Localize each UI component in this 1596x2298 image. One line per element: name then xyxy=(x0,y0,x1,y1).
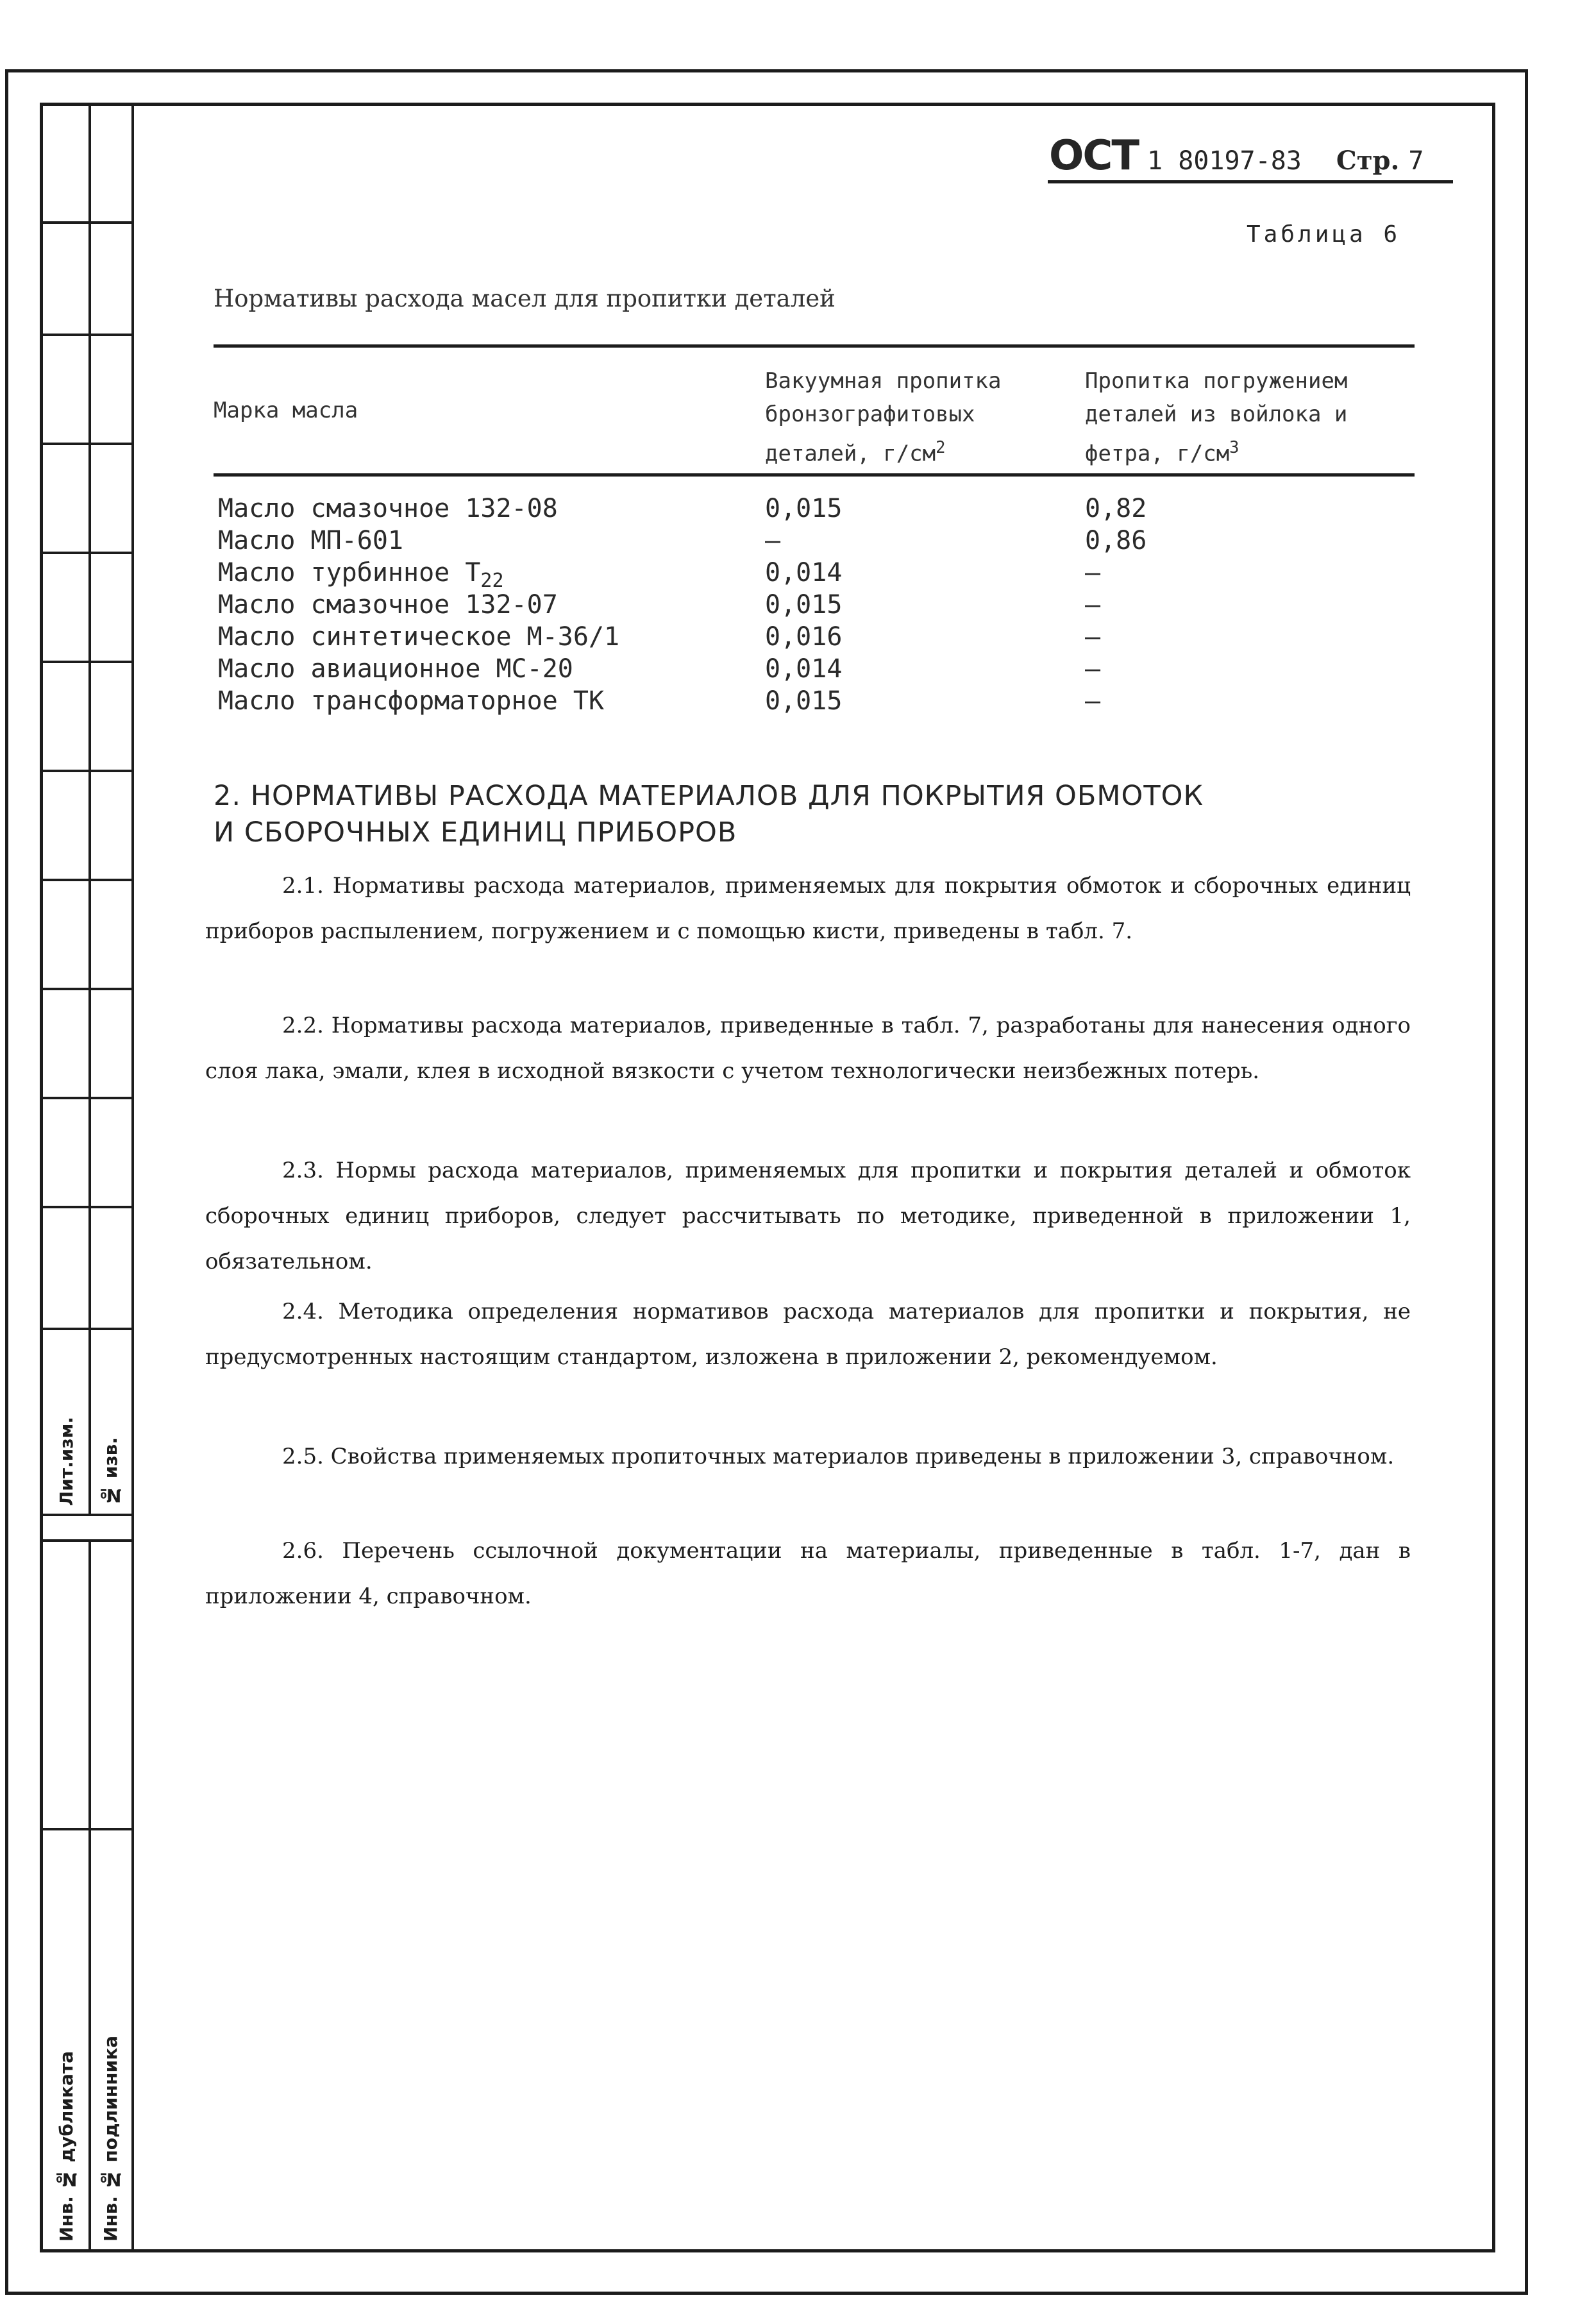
document-header xyxy=(1049,132,1424,183)
row-grade: Масло синтетическое М-36/1 xyxy=(218,622,620,652)
row-immersion-value: – xyxy=(1085,686,1101,716)
unit-power: 3 xyxy=(1229,438,1239,457)
stamp-cell-lit-izm xyxy=(47,1330,85,1512)
row-grade: Масло турбинное Т xyxy=(218,558,481,587)
column-header-grade-text: Марка масла xyxy=(214,398,358,423)
table-top-rule xyxy=(214,344,1415,348)
paragraph-2-5: 2.5. Свойства применяемых пропиточных материалов приведены в приложении 3, справочном. xyxy=(282,1444,1395,1469)
table-row xyxy=(218,589,1411,621)
paragraph-2-3: 2.3. Нормы расхода материалов, применяемых для пропитки и покрытия деталей и обмоток сборочных единиц приборов, следует рассчитывать по методике, приведенной в приложении 1, обязательном. xyxy=(205,1158,1411,1274)
row-grade: Масло смазочное 132-08 xyxy=(218,494,558,523)
table-caption: Нормативы расхода масел для пропитки деталей xyxy=(214,285,836,312)
row-immersion-value: – xyxy=(1085,558,1101,587)
section-heading-line: И СБОРОЧНЫХ ЕДИНИЦ ПРИБОРОВ xyxy=(214,816,737,849)
row-vacuum-value: – xyxy=(765,526,781,555)
stamp-line xyxy=(40,221,133,224)
stamp-cell-inv-dubl xyxy=(47,1956,85,2248)
stamp-line xyxy=(40,443,133,445)
column-header-immersion-line: деталей из войлока и xyxy=(1085,401,1348,427)
paragraph-2-6: 2.6. Перечень ссылочной документации на материалы, приведенные в табл. 1-7, дан в приложении 4, справочном. xyxy=(205,1538,1411,1609)
stamp-line xyxy=(40,770,133,772)
table-body xyxy=(218,493,1411,717)
table-header-rule xyxy=(214,473,1415,477)
stamp-inv-dubl-label: Инв. № дубликата xyxy=(55,2050,77,2242)
section-heading-line: 2. НОРМАТИВЫ РАСХОДА МАТЕРИАЛОВ ДЛЯ ПОКРЫТИЯ ОБМОТОК xyxy=(214,780,1204,812)
table-row xyxy=(218,621,1411,653)
row-vacuum-value: 0,014 xyxy=(765,558,843,587)
stamp-right-border xyxy=(131,103,134,2252)
stamp-line xyxy=(40,1828,133,1830)
page-label: Стр. xyxy=(1336,146,1400,176)
page-number: 7 xyxy=(1408,146,1424,176)
stamp-line xyxy=(40,1206,133,1208)
unit-power: 2 xyxy=(936,438,946,457)
stamp-cell-inv-podl xyxy=(92,1956,129,2248)
row-vacuum-value: 0,016 xyxy=(765,622,843,652)
row-immersion-value: 0,86 xyxy=(1085,526,1147,555)
column-header-grade xyxy=(214,394,358,427)
row-immersion-value: – xyxy=(1085,590,1101,620)
row-vacuum-value: 0,015 xyxy=(765,590,843,620)
table-row xyxy=(218,685,1411,717)
column-header-vacuum-line: бронзографитовых xyxy=(765,401,975,427)
row-grade-subscript: 22 xyxy=(480,570,504,592)
stamp-divider xyxy=(88,1539,91,2252)
stamp-line xyxy=(40,879,133,881)
standard-number: 1 80197-83 xyxy=(1147,146,1302,176)
table-row xyxy=(218,557,1411,592)
row-grade: Масло трансформаторное ТК xyxy=(218,686,605,716)
column-header-vacuum-line: Вакуумная пропитка xyxy=(765,368,1002,394)
table-row xyxy=(218,653,1411,685)
column-header-immersion xyxy=(1085,364,1347,470)
column-header-immersion-line: фетра, г/см xyxy=(1085,441,1230,467)
stamp-no-izv-label: № изв. xyxy=(99,1437,121,1506)
standard-prefix: ОСТ xyxy=(1049,132,1139,180)
row-vacuum-value: 0,015 xyxy=(765,686,843,716)
row-vacuum-value: 0,014 xyxy=(765,654,843,684)
table-row xyxy=(218,525,1411,557)
table-row xyxy=(218,493,1411,525)
row-immersion-value: – xyxy=(1085,654,1101,684)
row-grade: Масло авиационное МС-20 xyxy=(218,654,573,684)
stamp-line xyxy=(40,988,133,990)
paragraph-2-2: 2.2. Нормативы расхода материалов, приведенные в табл. 7, разработаны для нанесения одного слоя лака, эмали, клея в исходной вязкости с учетом технологически неизбежных потерь. xyxy=(205,1013,1411,1084)
table-label: Таблица 6 xyxy=(1247,221,1401,248)
stamp-line xyxy=(40,661,133,663)
stamp-inv-podl-label: Инв. № подлинника xyxy=(99,2035,121,2242)
stamp-divider xyxy=(88,103,91,1514)
stamp-lit-izm-label: Лит.изм. xyxy=(55,1416,77,1506)
row-vacuum-value: 0,015 xyxy=(765,494,843,523)
column-header-vacuum xyxy=(765,364,1001,470)
column-header-vacuum-line: деталей, г/см xyxy=(765,441,936,467)
paragraph-2-4: 2.4. Методика определения нормативов расхода материалов для пропитки и покрытия, не предусмотренных настоящим стандартом, изложена в приложении 2, рекомендуемом. xyxy=(205,1299,1411,1370)
row-grade-cell xyxy=(218,557,765,592)
stamp-line xyxy=(40,1514,133,1516)
stamp-line xyxy=(40,1097,133,1099)
column-header-immersion-line: Пропитка погружением xyxy=(1085,368,1348,394)
row-immersion-value: – xyxy=(1085,622,1101,652)
stamp-line xyxy=(40,334,133,336)
section-heading xyxy=(214,778,1204,851)
row-grade: Масло смазочное 132-07 xyxy=(218,590,558,620)
stamp-cell-no-izv xyxy=(92,1330,129,1512)
header-underline xyxy=(1048,180,1453,183)
row-grade: Масло МП-601 xyxy=(218,526,403,555)
row-immersion-value: 0,82 xyxy=(1085,494,1147,523)
stamp-line xyxy=(40,552,133,554)
paragraph-2-1: 2.1. Нормативы расхода материалов, применяемых для покрытия обмоток и сборочных единиц приборов распылением, погружением и с помощью кисти, приведены в табл. 7. xyxy=(205,873,1411,944)
stamp-line xyxy=(40,1539,133,1542)
